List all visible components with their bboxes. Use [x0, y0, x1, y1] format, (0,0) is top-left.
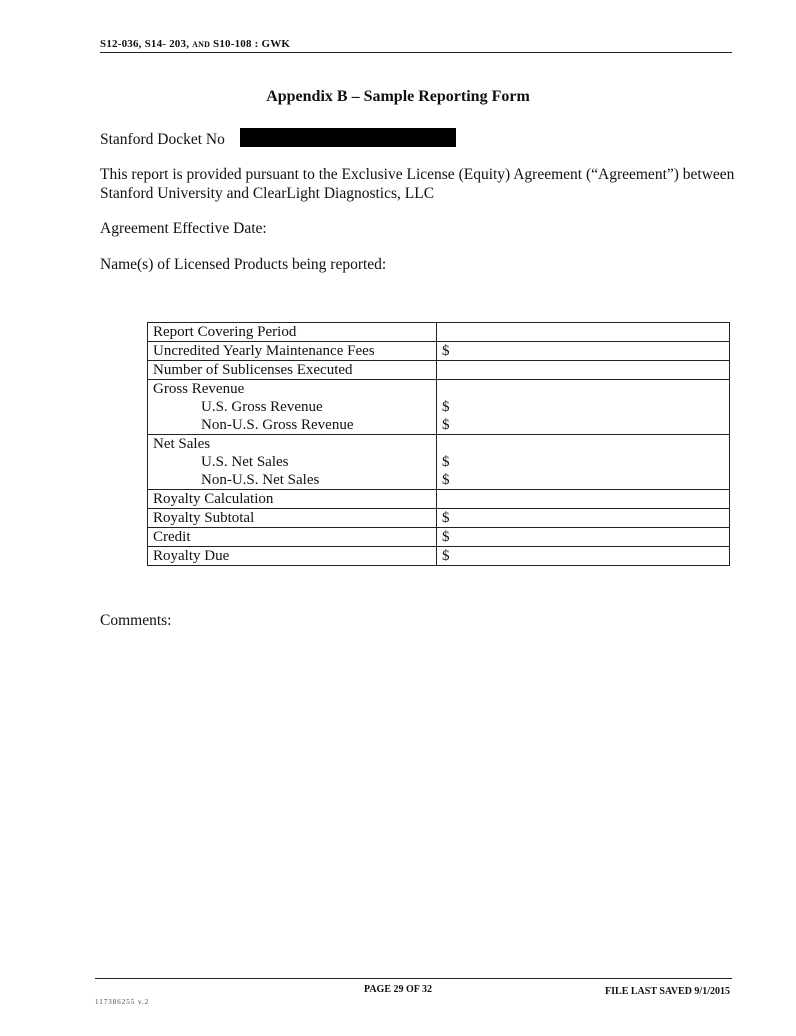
row-value[interactable]: $: [437, 509, 730, 528]
row-value: $: [442, 417, 450, 433]
header-rule: [100, 52, 732, 53]
row-value[interactable]: [437, 361, 730, 380]
net-sales-values[interactable]: [437, 435, 730, 490]
table-row: [148, 490, 730, 509]
row-label: Royalty Subtotal: [148, 509, 437, 528]
row-label: Gross Revenue: [153, 381, 245, 397]
table-row: [148, 361, 730, 380]
document-id: 117386255 v.2: [95, 998, 150, 1006]
table-row: [148, 323, 730, 342]
reporting-table: [147, 322, 730, 566]
row-value[interactable]: $: [437, 547, 730, 566]
row-label: Royalty Due: [148, 547, 437, 566]
row-label: Net Sales: [153, 436, 211, 452]
header-and: AND: [192, 40, 211, 49]
row-value: $: [442, 454, 450, 470]
row-label: Credit: [148, 528, 437, 547]
comments-label: Comments:: [100, 612, 172, 629]
row-sublabel: U.S. Net Sales: [201, 454, 289, 470]
table-row: [148, 509, 730, 528]
gross-revenue-values[interactable]: [437, 380, 730, 435]
header-dockets: S12-036, S14- 203,: [100, 38, 193, 50]
row-value: $: [442, 399, 450, 415]
table-row: [148, 380, 730, 435]
effective-date-label: Agreement Effective Date:: [100, 220, 267, 237]
row-value: $: [442, 472, 450, 488]
gross-revenue-cell: [148, 380, 437, 435]
licensed-products-label: Name(s) of Licensed Products being reported:: [100, 256, 387, 273]
row-sublabel: Non-U.S. Gross Revenue: [201, 417, 354, 433]
row-label: Royalty Calculation: [148, 490, 437, 509]
header-dockets-tail: S10-108 : GWK: [210, 38, 291, 50]
table-row: [148, 435, 730, 490]
running-header: [100, 38, 290, 50]
file-saved-date: FILE LAST SAVED 9/1/2015: [605, 986, 730, 997]
row-sublabel: Non-U.S. Net Sales: [201, 472, 320, 488]
row-sublabel: U.S. Gross Revenue: [201, 399, 323, 415]
row-label: Report Covering Period: [148, 323, 437, 342]
row-value[interactable]: $: [437, 528, 730, 547]
row-value[interactable]: [437, 323, 730, 342]
row-label: Uncredited Yearly Maintenance Fees: [148, 342, 437, 361]
page-title: Appendix B – Sample Reporting Form: [266, 88, 530, 105]
table-row: [148, 547, 730, 566]
row-label: Number of Sublicenses Executed: [148, 361, 437, 380]
table-row: [148, 342, 730, 361]
intro-paragraph: This report is provided pursuant to the Exclusive License (Equity) Agreement (“Agreement”) between Stanford University and ClearLight Diagnostics, LLC: [100, 166, 735, 202]
row-value[interactable]: $: [437, 342, 730, 361]
row-value[interactable]: [437, 490, 730, 509]
net-sales-cell: [148, 435, 437, 490]
redaction-bar: [240, 128, 456, 147]
page-number: PAGE 29 OF 32: [363, 984, 433, 995]
footer-rule: [95, 978, 732, 979]
table-row: [148, 528, 730, 547]
docket-label: Stanford Docket No: [100, 131, 225, 148]
